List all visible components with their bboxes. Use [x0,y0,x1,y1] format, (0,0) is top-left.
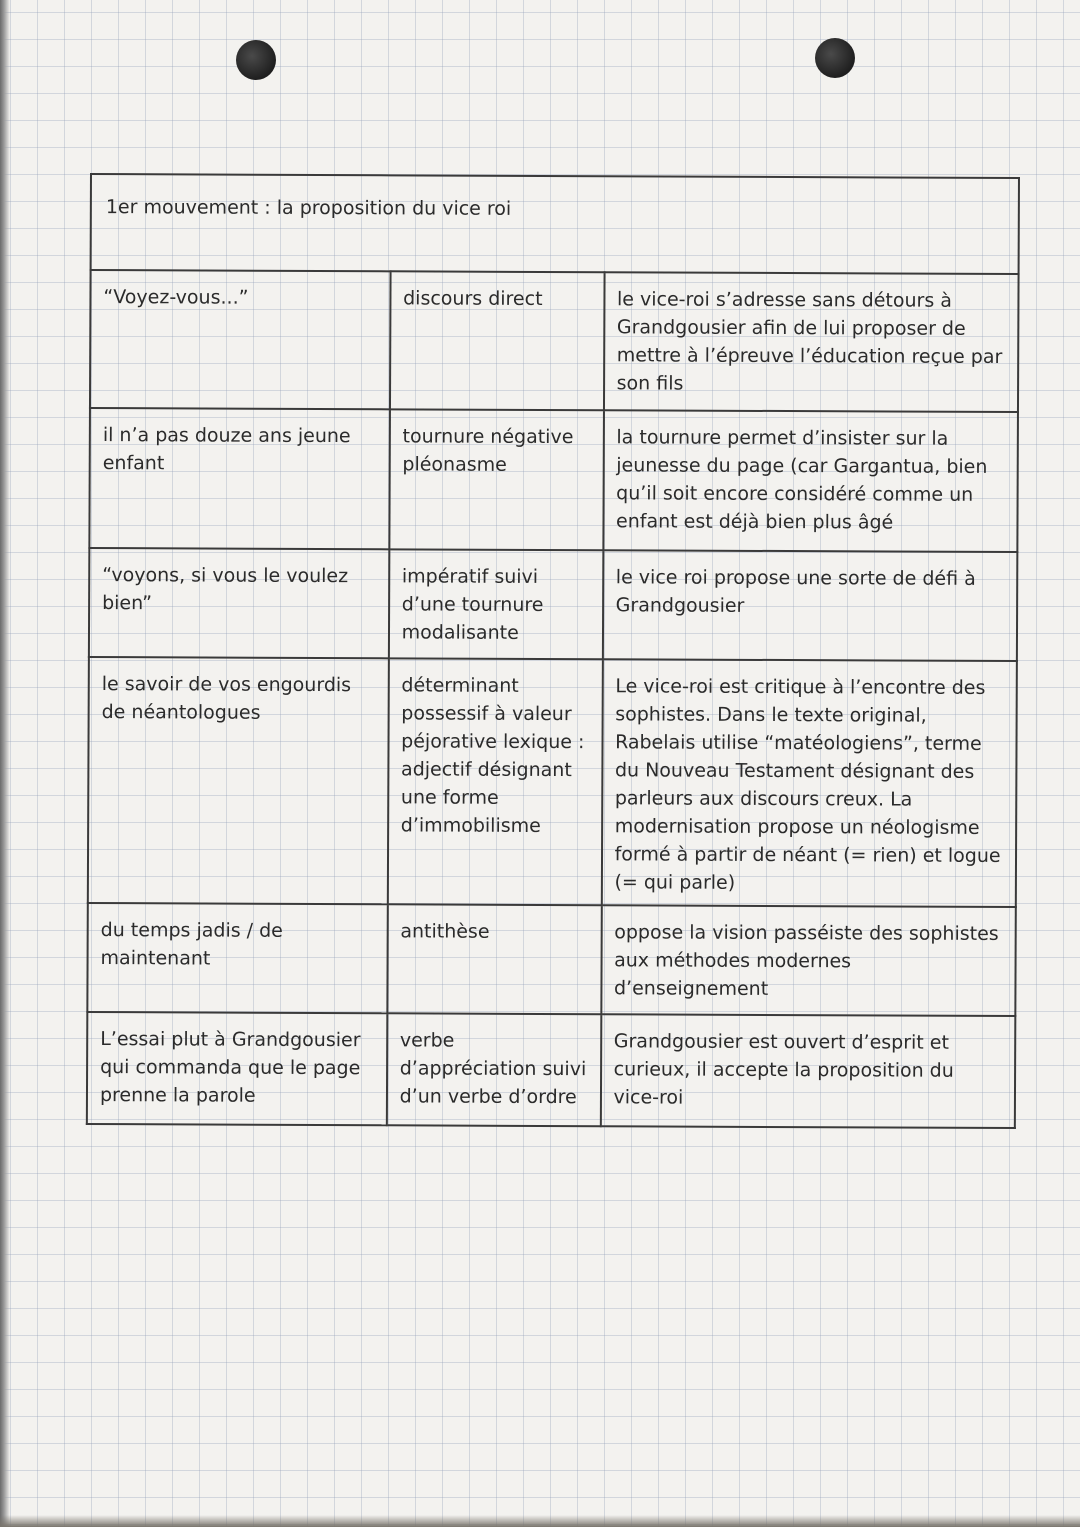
figure-cell: antithèse [387,904,601,1014]
table-row [89,408,1018,552]
table-row [87,1012,1015,1128]
interpretation-cell: Le vice-roi est critique à l’encontre des sophistes. Dans le texte original, Rabelais utilise “matéologiens”, terme du Nouveau Testament désignant des parleurs aux discours creux. La modernisation propose un néologisme formé à partir de néant (= rien) et logue (= qui parle) [601,659,1016,907]
table-title: 1er mouvement : la proposition du vice roi [91,174,1019,274]
interpretation-cell: la tournure permet d’insister sur la jeunesse du page (car Gargantua, bien qu’il soit encore considéré comme un enfant est déjà bien plus âgé [603,410,1018,552]
interpretation-cell: le vice roi propose une sorte de défi à Grandgousier [602,550,1017,661]
binder-hole-right [815,38,855,78]
quote-cell: le savoir de vos engourdis de néantologues [88,657,389,904]
title-row [91,174,1019,274]
table-row [87,903,1015,1016]
table-row [89,548,1017,661]
interpretation-cell: le vice-roi s’adresse sans détours à Grandgousier afin de lui proposer de mettre à l’épreuve l’éducation reçue par son fils [604,272,1019,412]
quote-cell: il n’a pas douze ans jeune enfant [89,408,389,549]
quote-cell: “voyons, si vous le voulez bien” [89,548,389,658]
analysis-table [86,173,1020,1129]
quote-cell: du temps jadis / de maintenant [87,903,387,1013]
figure-cell: impératif suivi d’une tournure modalisante [389,549,603,659]
table-row [88,657,1017,907]
paper-left-edge [0,0,10,1527]
quote-cell: L’essai plut à Grandgousier qui commanda que le page prenne la parole [87,1012,387,1125]
figure-cell: tournure négative pléonasme [389,409,604,550]
quote-cell: “Voyez-vous...” [90,270,390,409]
table-row [90,270,1019,412]
binder-hole-left [236,40,276,80]
figure-cell: verbe d’appréciation suivi d’un verbe d’ordre [387,1013,601,1126]
figure-cell: discours direct [390,271,605,410]
figure-cell: déterminant possessif à valeur péjorative lexique : adjectif désignant une forme d’immobilisme [387,658,602,905]
interpretation-cell: Grandgousier est ouvert d’esprit et curieux, il accepte la proposition du vice-roi [600,1014,1015,1128]
interpretation-cell: oppose la vision passéiste des sophistes aux méthodes modernes d’enseignement [601,905,1016,1016]
paper-bottom-edge [0,1515,1080,1527]
